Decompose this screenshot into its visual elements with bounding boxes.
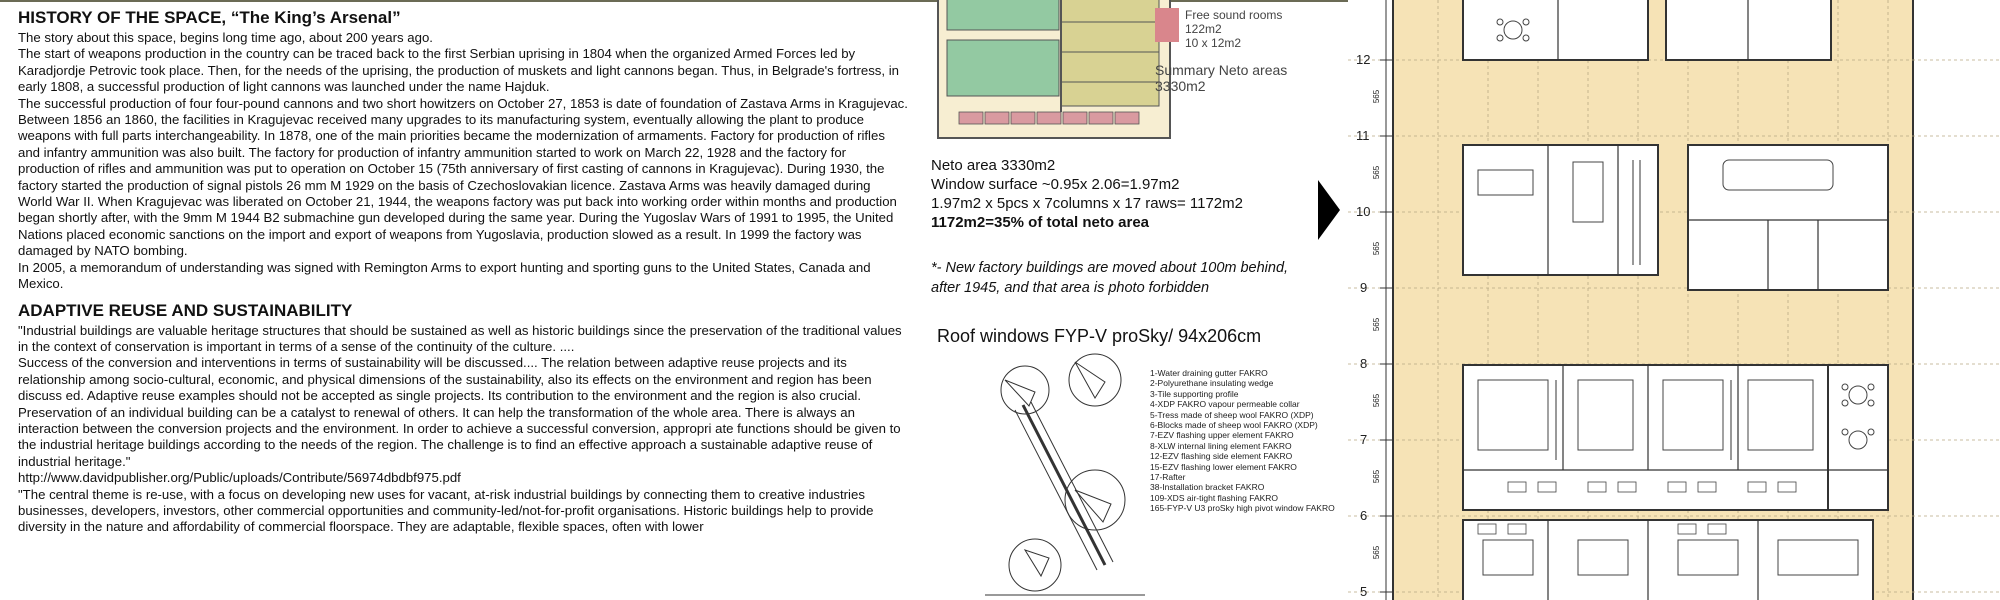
area-legend	[1155, 8, 1287, 94]
roof-part: 6-Blocks made of sheep wool FAKRO (XDP)	[1150, 420, 1318, 431]
roof-part: 5-Tress made of sheep wool FAKRO (XDP)	[1150, 409, 1314, 420]
middle-column	[925, 0, 1345, 600]
dimension-label: 565	[1372, 89, 1382, 104]
history-paragraph: The start of weapons production in the country can be traced back to the first Serbian uprising in 1804 when the organized Armed Forces led by Karadjordje Petrovic took place. Then, for the needs of the uprising, the production of muskets and light cannons began. Thus, in Belgrade's fortress, in early 1808, a successful production of light cannons was launched under the name Hajduk.	[18, 46, 899, 95]
history-text-column	[18, 8, 908, 600]
sound-rooms-area: 122m2	[1185, 22, 1222, 36]
axis-label: 8	[1360, 356, 1368, 371]
summary-label: Summary Neto areas	[1155, 62, 1288, 78]
history-heading: HISTORY OF THE SPACE, “The King’s Arsenal”	[18, 8, 401, 27]
dimension-label: 565	[1372, 469, 1382, 484]
summary-value: 3330m2	[1155, 78, 1206, 94]
roof-part: 3-Tile supporting profile	[1150, 388, 1239, 399]
roof-part: 7-EZV flashing upper element FAKRO	[1150, 430, 1294, 441]
adaptive-paragraph: Success of the conversion and interventions in terms of sustainability will be discussed.... The relation between adaptive reuse projects and its relationship among socio-cultural, economic, and physical dimensions of the sustainability, also its effects on the environment and region has been discuss ed. Adaptive reuse examples should not be accepted as single projects. Its contribution to the environment and the region is also crucial. Preservation of an individual building can be a catalyst to renewal of others. It can help the transformation of the whole area. There is always an interaction between the conversion projects and the environment. In order to achieve a successful conversion, appropri ate functions should be given to the industrial heritage buildings according to the needs of the region. The challenge is to find an effective approach a sustainable adaptive reuse of industrial heritage."	[18, 355, 901, 469]
history-paragraph: The successful production of four four-pound cannons and two short howitzers on October 27, 1853 is date of foundation of Zastava Arms in Kragujevac. Between 1856 an 1860, the facilities in Kragujevac received many upgrades to its manufacturing system, eventually allowing the plant to produce weapons with full parts interchangeability. In 1878, one of the main priorities became the modernization of armaments. Factory for production of rifles and infantry ammunition was also built. The factory for production of infantry ammunition started to work on March 22, 1928 and the factory for production of rifles and ammunition was put to operation on October 15 (75th anniversary of first casting of cannons in Kragujevac). During 1930, the factory started the production of signal pistols 26 mm M 1929 on the basis of Czechoslovakian licence. Zastava Arms was heavily damaged during World War II. When Kragujevac was liberated on October 21, 1944, the weapons factory was put back into working order within months and production began shortly after, with the 9mm M 1944 B2 submachine gun developed during the same year. During the Yugoslav Wars of 1991 to 1995, the United Nations placed economic sanctions on the import and export of weapons from Yugoslavia, production slowed as a result. In 1999 the factory was damaged by NATO bombing.	[18, 95, 908, 259]
calc-line: Window surface ~0.95x 2.06=1.97m2	[931, 176, 1180, 193]
source-link[interactable]: http://www.davidpublisher.org/Public/uploads/Contribute/56974dbdbf975.pdf	[18, 470, 461, 486]
roof-part: 1-Water draining gutter FAKRO	[1150, 368, 1268, 378]
roof-part: 165-FYP-V U3 proSky high pivot window FAKRO	[1150, 503, 1335, 514]
floor-plan-drawing	[1348, 0, 2000, 600]
roof-window-title: Roof windows FYP-V proSky/ 94x206cm	[937, 326, 1262, 346]
roof-parts-list	[1150, 368, 1335, 514]
note-line: after 1945, and that area is photo forbidden	[931, 280, 1210, 296]
area-diagram-drawing	[939, 0, 1169, 137]
axis-label: 6	[1360, 508, 1368, 523]
window-calculation	[931, 156, 1243, 232]
roof-part: 4-XDP FAKRO vapour permeable collar	[1150, 399, 1300, 410]
dimension-label: 565	[1372, 165, 1382, 180]
section-arrow-icon	[1318, 180, 1340, 240]
sound-rooms-swatch	[1155, 8, 1179, 42]
calc-result: 1172m2=35% of total neto area	[931, 214, 1150, 231]
axis-label: 5	[1360, 584, 1368, 599]
roof-window-section-drawing	[965, 350, 1150, 600]
area-diagram	[937, 0, 1171, 139]
dimension-label: 565	[1372, 317, 1382, 332]
calc-line: Neto area 3330m2	[931, 157, 1056, 174]
adaptive-heading: ADAPTIVE REUSE AND SUSTAINABILITY	[18, 300, 353, 320]
note-line: *- New factory buildings are moved about 100m behind,	[931, 260, 1289, 276]
axis-label: 9	[1360, 280, 1368, 295]
sound-rooms-dims: 10 x 12m2	[1185, 36, 1242, 50]
roof-part: 109-XDS air-tight flashing FAKRO	[1150, 492, 1279, 503]
sound-rooms-label: Free sound rooms	[1185, 8, 1283, 22]
axis-label: 10	[1356, 204, 1371, 219]
roof-part: 12-EZV flashing side element FAKRO	[1150, 451, 1293, 462]
adaptive-paragraph: "Industrial buildings are valuable heritage structures that should be sustained as well as historic buildings since the preservation of the traditional values in the context of conservation is important in terms of a sense of the continuity of the culture. ....	[18, 322, 902, 354]
dimension-label: 565	[1372, 241, 1382, 256]
roof-part: 38-Installation bracket FAKRO	[1150, 482, 1265, 493]
roof-part: 2-Polyurethane insulating wedge	[1150, 378, 1274, 389]
floor-plan	[1348, 0, 2000, 600]
history-paragraph: The story about this space, begins long time ago, about 200 years ago.	[18, 30, 433, 45]
history-paragraph: In 2005, a memorandum of understanding was signed with Remington Arms to export hunting and sporting guns to the United States, Canada and Mexico.	[18, 259, 871, 292]
dimension-label: 565	[1372, 393, 1382, 408]
axis-label: 12	[1356, 52, 1371, 67]
roof-part: 15-EZV flashing lower element FAKRO	[1150, 461, 1297, 472]
dimension-label: 565	[1372, 545, 1382, 560]
calc-line: 1.97m2 x 5pcs x 7columns x 17 raws= 1172m2	[931, 195, 1243, 212]
photo-note	[931, 258, 1288, 298]
roof-part: 17-Rafter	[1150, 472, 1186, 483]
axis-label: 7	[1360, 432, 1368, 447]
roof-part: 8-XLW internal lining element FAKRO	[1150, 440, 1292, 451]
axis-label: 11	[1356, 128, 1370, 143]
adaptive-paragraph: "The central theme is re-use, with a focus on developing new uses for vacant, at-risk industrial buildings by connecting them to creative industries businesses, developers, investors, other commercial opportunities and community-led/not-for-profit organisations. Historic buildings help to provide diversity in the nature and affordability of commercial floorspace. They are adaptable, flexible spaces, often with lower	[18, 486, 874, 535]
